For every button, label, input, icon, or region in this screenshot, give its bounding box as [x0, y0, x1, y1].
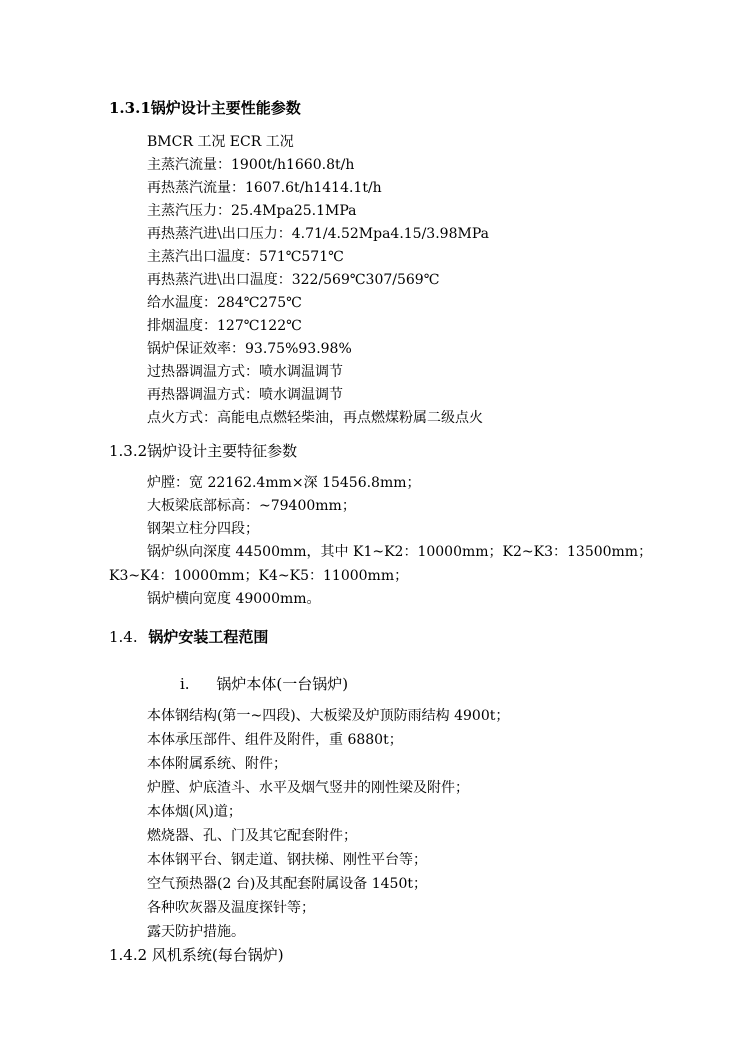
param-line: 给水温度：284℃275℃ [147, 295, 302, 311]
param-line: 锅炉纵向深度 44500mm，其中 K1~K2：10000mm；K2~K3：13500mm； [147, 544, 653, 560]
param-line: 大板梁底部标高：~79400mm； [147, 498, 356, 514]
scope-line: 燃烧器、孔、门及其它配套附件； [147, 828, 357, 844]
param-line: 再热器调温方式：喷水调温调节 [147, 387, 343, 403]
param-line: 钢架立柱分四段； [147, 521, 259, 537]
param-line-continuation: K3~K4：10000mm；K4~K5：11000mm； [109, 568, 409, 584]
param-line: 锅炉保证效率：93.75%93.98% [147, 341, 352, 357]
param-line: 再热蒸汽进\出口压力：4.71/4.52Mpa4.15/3.98MPa [147, 226, 489, 242]
heading-1-4-number: 1.4. [109, 628, 138, 646]
subheading-i-title: 锅炉本体(一台锅炉) [216, 675, 349, 693]
scope-line: 空气预热器(2 台)及其配套附属设备 1450t； [147, 876, 427, 892]
heading-1-4 [109, 628, 268, 646]
param-line: 过热器调温方式：喷水调温调节 [147, 364, 343, 380]
heading-1-4-2: 1.4.2 风机系统(每台锅炉) [109, 946, 284, 964]
scope-line: 炉膛、炉底渣斗、水平及烟气竖井的刚性梁及附件； [147, 780, 469, 796]
param-line: 炉膛：宽 22162.4mm×深 15456.8mm； [147, 475, 421, 491]
heading-1-4-title: 锅炉安装工程范围 [148, 628, 269, 646]
scope-line: 本体附属系统、附件； [147, 756, 287, 772]
param-line: 锅炉横向宽度 49000mm。 [147, 591, 321, 607]
scope-line: 本体承压部件、组件及附件，重 6880t； [147, 732, 403, 748]
heading-1-3-2: 1.3.2锅炉设计主要特征参数 [109, 442, 298, 460]
param-line: 再热蒸汽进\出口温度：322/569℃307/569℃ [147, 272, 440, 288]
param-line: BMCR 工况 ECR 工况 [147, 134, 294, 150]
param-line: 主蒸汽流量：1900t/h1660.8t/h [147, 157, 355, 173]
scope-line: 本体烟(风)道； [147, 804, 242, 820]
scope-line: 露天防护措施。 [147, 924, 245, 940]
param-line: 排烟温度：127℃122℃ [147, 318, 302, 334]
param-line: 点火方式：高能电点燃轻柴油，再点燃煤粉属二级点火 [147, 410, 483, 426]
param-line: 再热蒸汽流量：1607.6t/h1414.1t/h [147, 180, 382, 196]
subheading-i-number: i. [180, 675, 190, 693]
scope-line: 各种吹灰器及温度探针等； [147, 900, 315, 916]
scope-line: 本体钢结构(第一~四段)、大板梁及炉顶防雨结构 4900t； [147, 708, 510, 724]
subheading-i [180, 675, 348, 693]
param-line: 主蒸汽出口温度：571℃571℃ [147, 249, 344, 265]
heading-1-3-1: 1.3.1锅炉设计主要性能参数 [109, 99, 301, 117]
scope-line: 本体钢平台、钢走道、钢扶梯、刚性平台等； [147, 852, 427, 868]
param-line: 主蒸汽压力：25.4Mpa25.1MPa [147, 203, 357, 219]
